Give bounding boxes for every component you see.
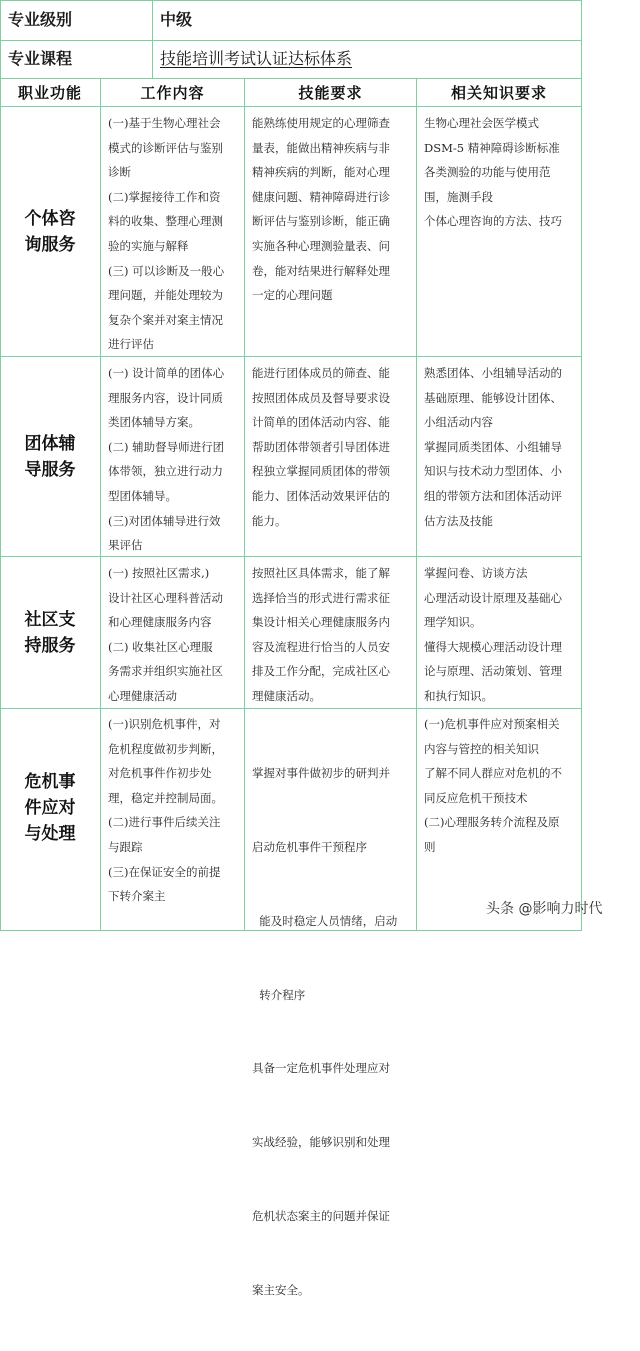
knowledge-line: 论与原理、活动策划、管理 [424,664,562,679]
skill-line: 程独立掌握同质团体的带领 [252,464,390,479]
skill-line: 帮助团体带领者引导团体进 [252,439,390,454]
function-line: 件应对 [24,798,76,818]
row-function-community [0,557,100,708]
work-line: (三)在保证安全的前提 [108,864,221,879]
knowledge-line: 小组活动内容 [424,415,493,430]
row-function-crisis [0,709,100,907]
divider-work-column [244,78,245,931]
work-line: 类团体辅导方案。 [108,415,200,430]
work-line: (二)进行事件后续关注 [108,815,221,830]
skill-line: 转介程序 [252,987,306,1002]
skill-line: 理健康活动。 [252,688,321,703]
divider-level [0,40,582,41]
work-cell-crisis [108,712,223,909]
skill-line: 按照社区具体需求，能了解 [252,566,390,580]
knowledge-line: 各类测验的功能与使用范 [424,165,551,180]
skill-line: 启动危机事件干预程序 [252,839,367,854]
work-line: 果评估 [108,538,143,553]
work-cell-community [108,561,223,709]
column-header-work: 工作内容 [140,83,205,102]
function-line: 团体辅 [24,433,76,454]
skill-line: 选择恰当的形式进行需求征 [252,590,390,605]
knowledge-line: 基础原理、能够设计团体、 [424,390,562,405]
work-line: (一) 按照社区需求,) [108,566,210,580]
function-line: 持服务 [24,635,76,656]
skill-line: 集设计相关心理健康服务内 [252,615,390,630]
knowledge-line: 则 [424,839,436,854]
divider-skill-column [416,78,417,931]
skill-line: 危机状态案主的问题并保证 [252,1208,390,1223]
knowledge-cell-crisis [424,712,562,860]
knowledge-line: 生物心理社会医学模式 [424,116,539,130]
divider-function-column [100,78,101,931]
skill-line: 容及流程进行恰当的人员安 [252,639,390,654]
work-line: (二) 辅助督导师进行团 [108,439,225,454]
work-cell-individual [108,111,224,357]
work-line: 理，稳定并控制局面。 [108,790,223,805]
table-border-top [0,0,582,1]
knowledge-line: 熟悉团体、小组辅导活动的 [424,366,562,380]
work-line: 务需求并组织实施社区 [108,664,223,679]
work-line: (二)掌握接待工作和资 [108,189,221,204]
row-function-group [0,357,100,556]
knowledge-line: 心理活动设计原理及基础心 [424,590,562,605]
divider-header-column [152,0,153,78]
knowledge-line: 个体心理咨询的方法、技巧 [424,214,562,229]
function-line: 个体咨 [24,208,76,229]
knowledge-line: 和执行知识。 [424,688,493,703]
work-line: (一)基于生物心理社会 [108,116,221,130]
work-line: (一) 设计简单的团体心 [108,366,225,380]
knowledge-line: DSM-5 精神障碍诊断标准 [424,140,560,155]
work-line: 诊断 [108,165,131,180]
skill-line: 按照团体成员及督导要求设 [252,390,390,405]
function-line: 社区支 [24,609,76,630]
knowledge-line: 估方法及技能 [424,513,493,528]
work-line: 理服务内容，设计同质 [108,390,223,405]
level-value: 中级 [160,10,193,29]
skill-line: 能力、团体活动效果评估的 [252,488,390,503]
knowledge-line: (一)危机事件应对预案相关 [424,717,560,731]
skill-line: 掌握对事件做初步的研判并 [252,766,390,781]
skill-cell-community [252,561,390,709]
skill-line: 实施各种心理测验量表、问 [252,238,390,253]
work-line: 和心理健康服务内容 [108,615,212,630]
function-line: 危机事 [24,772,76,792]
work-line: (一)识别危机事件，对 [108,717,221,731]
work-line: 理问题，并能处理较为 [108,288,223,303]
skill-line: 能力。 [252,513,287,528]
skill-line: 健康问题、精神障碍进行诊 [252,189,390,204]
knowledge-cell-group [424,361,562,533]
knowledge-line: 理学知识。 [424,615,482,630]
skill-cell-crisis [252,712,397,1351]
skill-line: 能及时稳定人员情绪，启动 [252,913,398,928]
skill-line: 具备一定危机事件处理应对 [252,1061,390,1076]
work-line: 对危机事件作初步处 [108,766,212,781]
knowledge-line: (二)心理服务转介流程及原 [424,815,560,830]
knowledge-line: 同反应危机干预技术 [424,790,528,805]
work-line: 下转介案主 [108,889,166,904]
knowledge-line: 内容与管控的相关知识 [424,741,539,756]
skill-line: 实战经验，能够识别和处理 [252,1135,390,1150]
knowledge-line: 组的带领方法和团体活动评 [424,488,562,503]
work-line: 心理健康活动 [108,688,177,703]
knowledge-cell-individual [424,111,562,234]
skill-line: 案主安全。 [252,1282,310,1297]
column-header-skill: 技能要求 [298,83,363,102]
level-label: 专业级别 [8,10,73,29]
work-line: (三)对团体辅导进行效 [108,513,221,528]
work-line: 设计社区心理科普活动 [108,590,223,605]
skill-line: 卷，能对结果进行解释处理 [252,263,390,278]
watermark-text: 头条 @影响力时代 [486,901,603,917]
knowledge-line: 懂得大规模心理活动设计理 [424,639,562,654]
skill-line: 量表，能做出精神疾病与非 [252,140,390,155]
knowledge-line: 掌握问卷、访谈方法 [424,566,528,580]
knowledge-line: 掌握同质类团体、小组辅导 [424,439,562,454]
course-label: 专业课程 [8,49,73,68]
row-function-individual [0,107,100,356]
work-line: 危机程度做初步判断， [108,741,223,756]
work-line: 料的收集、整理心理测 [108,214,223,229]
skill-cell-individual [252,111,390,308]
work-line: 模式的诊断评估与鉴别 [108,140,223,155]
skill-line: 计简单的团体活动内容、能 [252,415,390,430]
skill-line: 断评估与鉴别诊断，能正确 [252,214,390,229]
function-line: 导服务 [24,459,76,480]
skill-line: 能进行团体成员的筛查、能 [252,366,390,380]
skill-cell-group [252,361,390,533]
work-line: (二) 收集社区心理服 [108,639,213,654]
skill-line: 一定的心理问题 [252,288,333,303]
column-header-function: 职业功能 [17,83,82,102]
skill-line: 排及工作分配，完成社区心 [252,664,390,679]
work-line: 与跟踪 [108,839,143,854]
work-line: 进行评估 [108,337,154,352]
skill-line: 能熟练使用规定的心理筛查 [252,116,390,130]
table-border-right [581,0,582,931]
function-line: 与处理 [24,824,76,844]
knowledge-line: 了解不同人群应对危机的不 [424,766,562,781]
function-line: 询服务 [24,234,76,255]
course-value: 技能培训考试认证达标体系 [160,49,353,68]
work-line: 复杂个案并对案主情况 [108,312,223,327]
work-line: (三) 可以诊断及一般心 [108,263,225,278]
knowledge-line: 围，施测手段 [424,189,493,204]
work-line: 型团体辅导。 [108,488,177,503]
skill-line: 精神疾病的判断，能对心理 [252,165,390,180]
work-line: 验的实施与解释 [108,238,189,253]
work-cell-group [108,361,224,558]
work-line: 体带领，独立进行动力 [108,464,223,479]
column-header-knowledge: 相关知识要求 [450,83,547,102]
knowledge-line: 知识与技术动力型团体、小 [424,464,562,479]
knowledge-cell-community [424,561,562,709]
